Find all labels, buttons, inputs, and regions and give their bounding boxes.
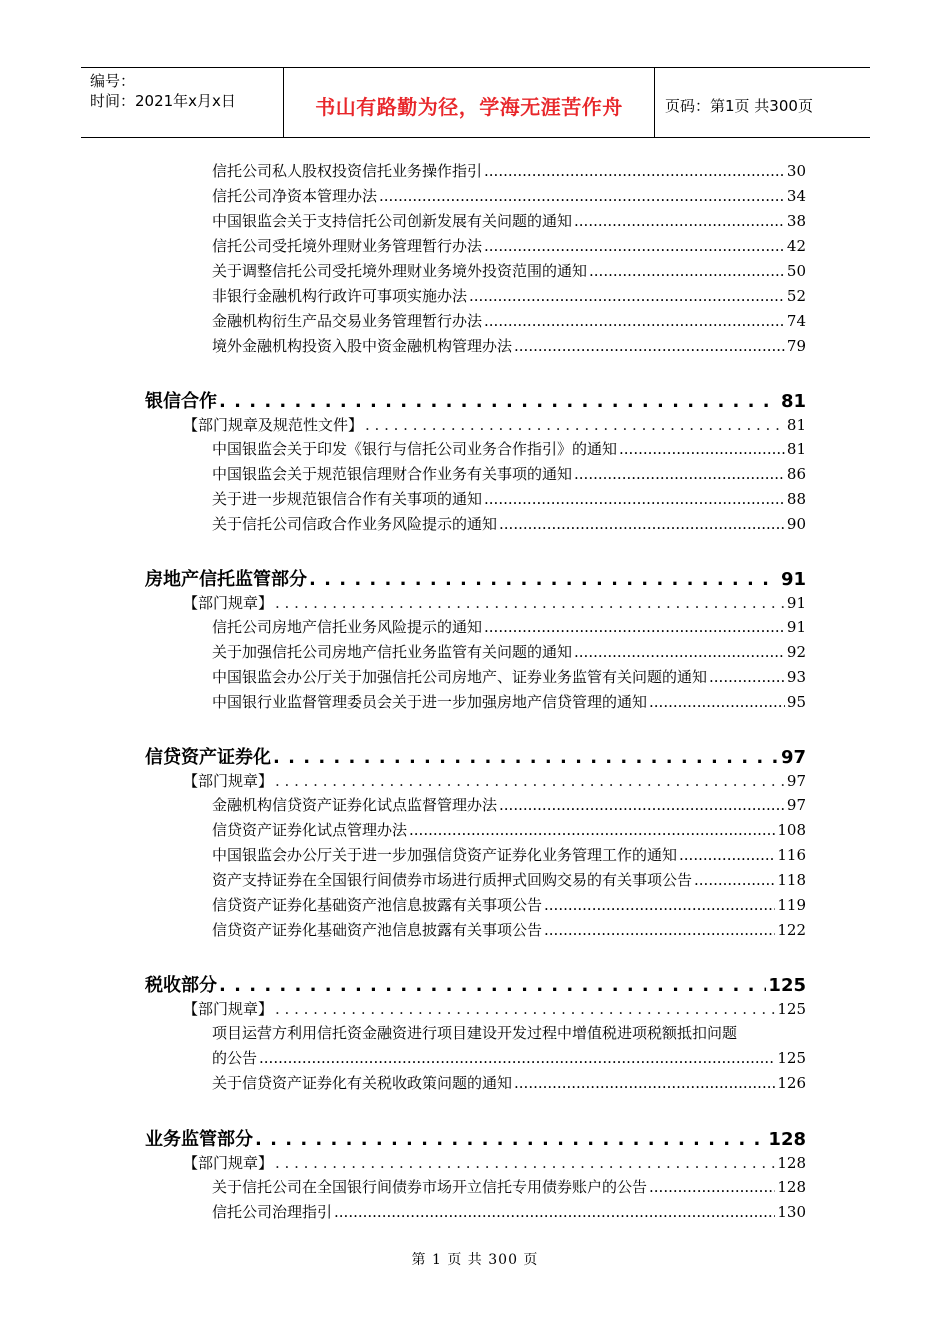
toc-entry[interactable] bbox=[212, 160, 806, 181]
toc-subsection-title: 【部门规章】 bbox=[183, 772, 274, 790]
toc-subsection[interactable] bbox=[183, 770, 806, 791]
toc-entry[interactable] bbox=[212, 310, 806, 331]
toc-leader bbox=[273, 747, 779, 768]
toc-entry-title: 金融机构信贷资产证券化试点监督管理办法 bbox=[212, 796, 498, 814]
toc-leader bbox=[574, 643, 785, 661]
toc-leader bbox=[365, 416, 785, 434]
toc-entry[interactable] bbox=[212, 1201, 806, 1222]
toc-entry-title: 境外金融机构投资入股中资金融机构管理办法 bbox=[212, 337, 513, 355]
toc-entry-title: 中国银监会关于支持信托公司创新发展有关问题的通知 bbox=[212, 212, 573, 230]
toc-entry-title: 关于信托公司在全国银行间债券市场开立信托专用债券账户的公告 bbox=[212, 1178, 648, 1196]
toc-entry[interactable] bbox=[212, 235, 806, 256]
toc-entry[interactable] bbox=[212, 185, 806, 206]
toc-entry-page: 86 bbox=[786, 465, 806, 483]
toc-leader bbox=[514, 1074, 775, 1092]
toc-leader bbox=[255, 1129, 766, 1150]
toc-leader bbox=[484, 162, 785, 180]
toc-section-page: 81 bbox=[780, 391, 806, 412]
toc-entry-page: 79 bbox=[786, 337, 806, 355]
toc-entry[interactable] bbox=[212, 616, 806, 637]
toc-entry-page: 50 bbox=[786, 262, 806, 280]
toc-section-page: 128 bbox=[768, 1129, 806, 1150]
toc-subsection[interactable] bbox=[183, 1152, 806, 1173]
toc-subsection-page: 81 bbox=[786, 416, 806, 434]
toc-entry-title: 的公告 bbox=[212, 1049, 258, 1067]
toc-entry[interactable] bbox=[212, 463, 806, 484]
toc-leader bbox=[499, 515, 785, 533]
header-motto: 书山有路勤为径，学海无涯苦作舟 bbox=[315, 95, 623, 119]
toc-entry[interactable] bbox=[212, 666, 806, 687]
toc-entry-page: 74 bbox=[786, 312, 806, 330]
toc-entry-page: 125 bbox=[777, 1049, 806, 1067]
toc-leader bbox=[409, 821, 775, 839]
toc-entry[interactable] bbox=[212, 260, 806, 281]
header-meta bbox=[81, 68, 283, 137]
toc-entry-title: 信托公司受托境外理财业务管理暂行办法 bbox=[212, 237, 483, 255]
toc-subsection[interactable] bbox=[183, 414, 806, 435]
toc-entry-title: 信贷资产证券化试点管理办法 bbox=[212, 821, 408, 839]
toc-section[interactable] bbox=[145, 387, 806, 413]
toc-entry[interactable] bbox=[212, 513, 806, 534]
toc-subsection-title: 【部门规章】 bbox=[183, 1154, 274, 1172]
toc-entry-title: 关于加强信托公司房地产信托业务监管有关问题的通知 bbox=[212, 643, 573, 661]
toc-entry-page: 93 bbox=[786, 668, 806, 686]
toc-entry[interactable] bbox=[212, 335, 806, 356]
toc-entry-title: 关于信托公司信政合作业务风险提示的通知 bbox=[212, 515, 498, 533]
toc-entry-page: 95 bbox=[786, 693, 806, 711]
toc-leader bbox=[484, 312, 785, 330]
toc-entry[interactable] bbox=[212, 844, 806, 865]
toc-leader bbox=[219, 975, 766, 996]
toc-subsection-title: 【部门规章】 bbox=[183, 594, 274, 612]
toc-subsection-page: 91 bbox=[786, 594, 806, 612]
toc-leader bbox=[484, 490, 785, 508]
toc-section[interactable] bbox=[145, 1125, 806, 1151]
toc-entry-page: 30 bbox=[786, 162, 806, 180]
toc-entry-title: 资产支持证券在全国银行间债券市场进行质押式回购交易的有关事项公告 bbox=[212, 871, 693, 889]
toc-entry[interactable] bbox=[212, 1072, 806, 1093]
toc-entry-page: 108 bbox=[777, 821, 806, 839]
toc-entry-page: 118 bbox=[777, 871, 806, 889]
toc-entry-title: 信托公司房地产信托业务风险提示的通知 bbox=[212, 618, 483, 636]
header-motto-cell bbox=[283, 68, 655, 137]
toc-entry[interactable] bbox=[212, 794, 806, 815]
toc-section-page: 91 bbox=[780, 569, 806, 590]
toc-entry[interactable] bbox=[212, 1176, 806, 1197]
toc-section[interactable] bbox=[145, 565, 806, 591]
toc-entry[interactable] bbox=[212, 210, 806, 231]
toc-entry-title: 关于进一步规范银信合作有关事项的通知 bbox=[212, 490, 483, 508]
toc-entry-title: 关于调整信托公司受托境外理财业务境外投资范围的通知 bbox=[212, 262, 588, 280]
toc-entry-title: 信贷资产证券化基础资产池信息披露有关事项公告 bbox=[212, 896, 543, 914]
toc-entry-page: 92 bbox=[786, 643, 806, 661]
toc-leader bbox=[469, 287, 785, 305]
toc-leader bbox=[334, 1203, 775, 1221]
toc-entry[interactable] bbox=[212, 869, 806, 890]
toc-leader bbox=[309, 569, 779, 590]
toc-entry-page: 119 bbox=[777, 896, 806, 914]
toc-entry[interactable] bbox=[212, 285, 806, 306]
toc-entry-page: 116 bbox=[777, 846, 806, 864]
toc-leader bbox=[649, 1178, 775, 1196]
toc-section[interactable] bbox=[145, 743, 806, 769]
toc-entry-page: 90 bbox=[786, 515, 806, 533]
toc-section-title: 税收部分 bbox=[145, 975, 217, 996]
toc-section-title: 房地产信托监管部分 bbox=[145, 569, 307, 590]
toc-leader bbox=[275, 594, 785, 612]
toc-section-title: 信贷资产证券化 bbox=[145, 747, 271, 768]
toc-entry-page: 126 bbox=[777, 1074, 806, 1092]
toc-leader bbox=[574, 212, 785, 230]
toc-entry-title: 非银行金融机构行政许可事项实施办法 bbox=[212, 287, 468, 305]
toc-leader bbox=[484, 618, 785, 636]
toc-entry-page: 38 bbox=[786, 212, 806, 230]
toc-subsection-title: 【部门规章及规范性文件】 bbox=[183, 416, 364, 434]
toc-entry-page: 130 bbox=[777, 1203, 806, 1221]
toc-leader bbox=[589, 262, 785, 280]
toc-leader bbox=[694, 871, 775, 889]
toc-entry-title: 关于信贷资产证券化有关税收政策问题的通知 bbox=[212, 1074, 513, 1092]
toc-subsection[interactable] bbox=[183, 998, 806, 1019]
toc-entry-title: 信托公司治理指引 bbox=[212, 1203, 333, 1221]
toc-entry-title: 信托公司净资本管理办法 bbox=[212, 187, 378, 205]
page-header bbox=[81, 67, 870, 138]
toc-entry-title: 中国银监会办公厅关于加强信托公司房地产、证券业务监管有关问题的通知 bbox=[212, 668, 708, 686]
document-time-label: 时间：2021年x月x日 bbox=[90, 92, 236, 110]
toc-leader bbox=[619, 440, 785, 458]
toc-leader bbox=[574, 465, 785, 483]
toc-leader bbox=[544, 896, 775, 914]
toc-entry[interactable] bbox=[212, 488, 806, 509]
toc-leader bbox=[219, 391, 779, 412]
toc-leader bbox=[499, 796, 785, 814]
toc-leader bbox=[679, 846, 775, 864]
toc-leader bbox=[544, 921, 775, 939]
toc-leader bbox=[275, 1154, 775, 1172]
toc-subsection-title: 【部门规章】 bbox=[183, 1000, 274, 1018]
toc-subsection[interactable] bbox=[183, 592, 806, 613]
toc-leader bbox=[275, 1000, 775, 1018]
toc-leader bbox=[484, 237, 785, 255]
toc-entry[interactable] bbox=[212, 894, 806, 915]
page-footer: 第 1 页 共 300 页 bbox=[411, 1252, 539, 1268]
toc-subsection-page: 125 bbox=[777, 1000, 806, 1018]
toc-leader bbox=[514, 337, 785, 355]
toc-entry-page: 42 bbox=[786, 237, 806, 255]
toc-section-page: 125 bbox=[768, 975, 806, 996]
toc-entry-page: 91 bbox=[786, 618, 806, 636]
toc-subsection-page: 128 bbox=[777, 1154, 806, 1172]
toc-entry[interactable] bbox=[212, 1047, 806, 1068]
toc-entry-title: 中国银监会关于印发《银行与信托公司业务合作指引》的通知 bbox=[212, 440, 618, 458]
toc-entry-page: 81 bbox=[786, 440, 806, 458]
toc-entry-title: 中国银监会关于规范银信理财合作业务有关事项的通知 bbox=[212, 465, 573, 483]
document-number-label: 编号： bbox=[90, 72, 136, 90]
toc-entry[interactable] bbox=[212, 919, 806, 940]
toc-entry[interactable] bbox=[212, 691, 806, 712]
toc-leader bbox=[649, 693, 785, 711]
toc-entry[interactable] bbox=[212, 438, 806, 459]
toc-leader bbox=[709, 668, 785, 686]
toc-entry[interactable] bbox=[212, 819, 806, 840]
toc-subsection-page: 97 bbox=[786, 772, 806, 790]
toc-entry-page: 97 bbox=[786, 796, 806, 814]
toc-entry-title: 信贷资产证券化基础资产池信息披露有关事项公告 bbox=[212, 921, 543, 939]
toc-entry-wrapped-line[interactable]: 项目运营方利用信托资金融资进行项目建设开发过程中增值税进项税额抵扣问题 bbox=[212, 1024, 738, 1042]
header-page-label: 页码：第1页 共300页 bbox=[665, 97, 813, 115]
toc-entry-page: 52 bbox=[786, 287, 806, 305]
toc-entry-title: 金融机构衍生产品交易业务管理暂行办法 bbox=[212, 312, 483, 330]
toc-leader bbox=[275, 772, 785, 790]
toc-section-title: 银信合作 bbox=[145, 391, 217, 412]
toc-leader bbox=[259, 1049, 775, 1067]
toc-entry-page: 88 bbox=[786, 490, 806, 508]
toc-entry-page: 34 bbox=[786, 187, 806, 205]
toc-entry-title: 信托公司私人股权投资信托业务操作指引 bbox=[212, 162, 483, 180]
toc-leader bbox=[379, 187, 785, 205]
toc-entry-page: 122 bbox=[777, 921, 806, 939]
toc-entry[interactable] bbox=[212, 641, 806, 662]
toc-section-page: 97 bbox=[780, 747, 806, 768]
toc-section-title: 业务监管部分 bbox=[145, 1129, 253, 1150]
toc-entry-title: 中国银行业监督管理委员会关于进一步加强房地产信贷管理的通知 bbox=[212, 693, 648, 711]
toc-section[interactable] bbox=[145, 971, 806, 997]
toc-entry-title: 中国银监会办公厅关于进一步加强信贷资产证券化业务管理工作的通知 bbox=[212, 846, 678, 864]
toc-entry-page: 128 bbox=[777, 1178, 806, 1196]
